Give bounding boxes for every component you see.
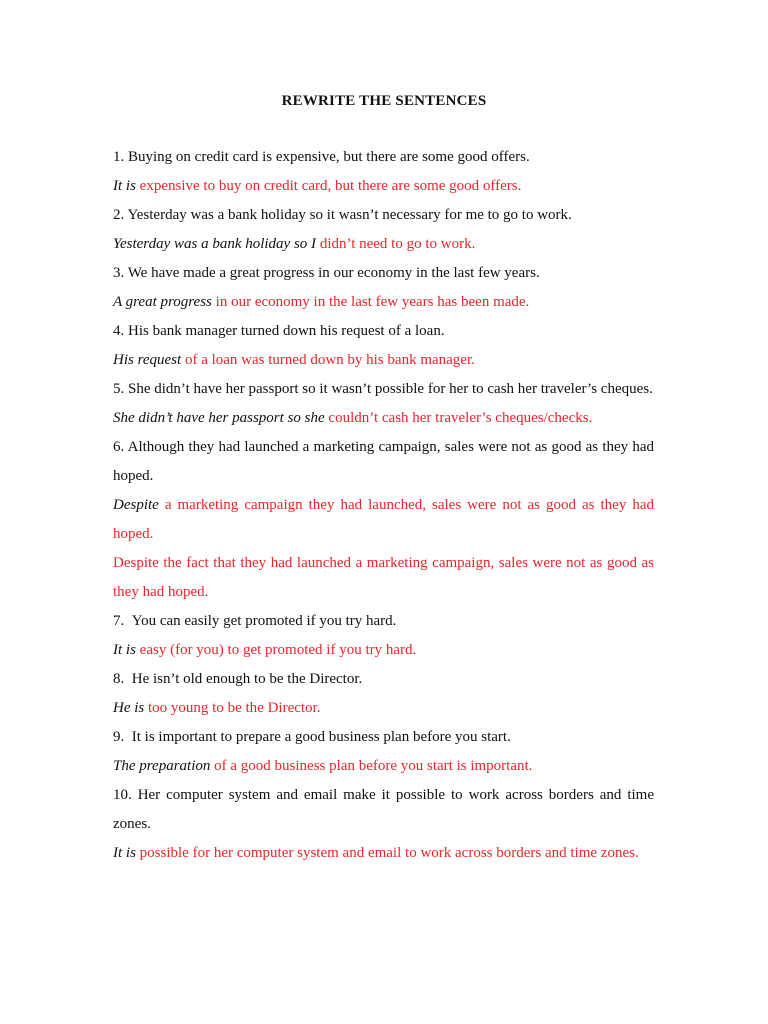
answer-6b: Despite the fact that they had launched a marketing campaign, sales were not as good as they had hoped. xyxy=(113,555,654,600)
answer-text: expensive to buy on credit card, but there are some good offers. xyxy=(135,178,522,194)
answer-prefix: A great progress xyxy=(113,294,212,310)
answer-text: easy (for you) to get promoted if you try hard. xyxy=(135,642,417,658)
question-3: 3. We have made a great progress in our economy in the last few years. xyxy=(113,265,540,281)
answer-9 xyxy=(113,752,654,781)
answer-prefix: Yesterday was a bank holiday so I xyxy=(113,236,317,252)
answer-prefix: It is xyxy=(113,642,136,658)
question-1: 1. Buying on credit card is expensive, but there are some good offers. xyxy=(113,149,530,165)
answer-7 xyxy=(113,636,654,665)
question-5: 5. She didn’t have her passport so it wasn’t possible for her to cash her traveler’s cheques. xyxy=(113,381,653,397)
answer-text: of a good business plan before you start is important. xyxy=(210,758,533,774)
question-9: 9. It is important to prepare a good business plan before you start. xyxy=(113,729,511,745)
answer-text: possible for her computer system and email to work across borders and time zones. xyxy=(135,845,639,861)
answer-text: a marketing campaign they had launched, sales were not as good as they had hoped. xyxy=(113,497,654,542)
question-8: 8. He isn’t old enough to be the Director. xyxy=(113,671,363,687)
answer-prefix: The preparation xyxy=(113,758,211,774)
page-title: REWRITE THE SENTENCES xyxy=(281,93,487,109)
answer-6a xyxy=(113,491,654,549)
answer-prefix: It is xyxy=(113,178,136,194)
answer-prefix: She didn’t have her passport so she xyxy=(113,410,325,426)
question-6: 6. Although they had launched a marketing campaign, sales were not as good as they had hoped. xyxy=(113,439,654,484)
answer-prefix: His request xyxy=(113,352,182,368)
answer-text: too young to be the Director. xyxy=(144,700,321,716)
answer-prefix: Despite xyxy=(113,497,159,513)
answer-4 xyxy=(113,346,654,375)
question-7: 7. You can easily get promoted if you try hard. xyxy=(113,613,397,629)
answer-text: in our economy in the last few years has been made. xyxy=(211,294,530,310)
answer-5 xyxy=(113,404,654,433)
answer-text: didn’t need to go to work. xyxy=(316,236,476,252)
answer-prefix: It is xyxy=(113,845,136,861)
answer-1 xyxy=(113,172,654,201)
answer-8 xyxy=(113,694,654,723)
answer-10 xyxy=(113,839,654,868)
answer-text: of a loan was turned down by his bank manager. xyxy=(181,352,475,368)
question-4: 4. His bank manager turned down his request of a loan. xyxy=(113,323,445,339)
question-10: 10. Her computer system and email make it possible to work across borders and time zones. xyxy=(113,787,654,832)
answer-prefix: He is xyxy=(113,700,145,716)
answer-text: couldn’t cash her traveler’s cheques/checks. xyxy=(324,410,593,426)
answer-2 xyxy=(113,230,654,259)
exercise-list xyxy=(113,143,654,868)
question-2: 2. Yesterday was a bank holiday so it wasn’t necessary for me to go to work. xyxy=(113,207,572,223)
answer-3 xyxy=(113,288,654,317)
